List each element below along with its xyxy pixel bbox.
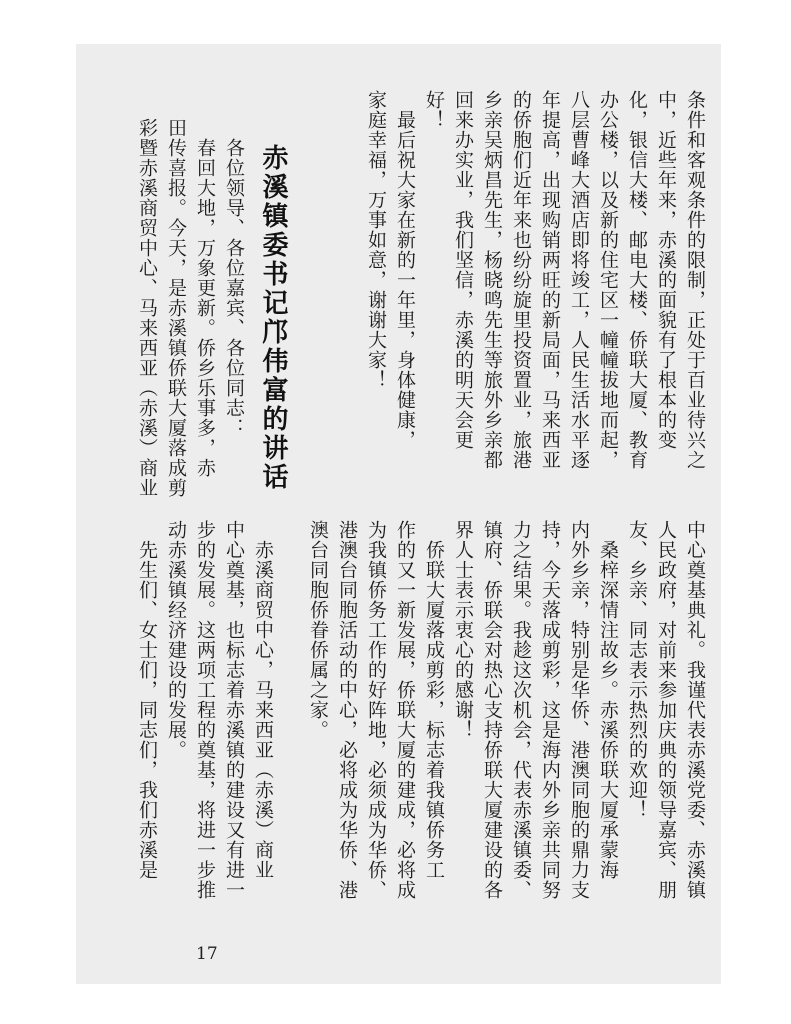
text-line: 力之结果。我趁这次机会，代表赤溪镇委、 bbox=[510, 520, 532, 900]
text-line: 条件和客观条件的限制，正处于百业待兴之 bbox=[684, 90, 706, 470]
text-line: 彩暨赤溪商贸中心、马来西亚（赤溪）商业 bbox=[136, 118, 158, 498]
page-number: 17 bbox=[196, 944, 218, 964]
upper-right-text-block bbox=[361, 90, 709, 508]
text-line: 最后祝大家在新的一年里，身体健康， bbox=[394, 90, 416, 450]
text-line: 澳台同胞侨眷侨属之家。 bbox=[307, 520, 329, 740]
text-line: 内外乡亲，特别是华侨、港澳同胞的鼎力支 bbox=[568, 520, 590, 900]
text-line: 好！ bbox=[423, 90, 445, 130]
lower-left-text-block bbox=[132, 520, 277, 934]
text-line: 中，近些年来，赤溪的面貌有了根本的变 bbox=[655, 90, 677, 450]
text-line: 中心奠基典礼。我谨代表赤溪党委、赤溪镇 bbox=[684, 520, 706, 900]
text-line: 赤溪商贸中心，马来西亚（赤溪）商业 bbox=[252, 520, 274, 880]
text-line: 持，今天落成剪彩，这是海内外乡亲共同努 bbox=[539, 520, 561, 900]
text-line: 办公楼，以及新的住宅区一幢幢拔地而起， bbox=[597, 90, 619, 470]
text-line: 各位领导、各位嘉宾、各位同志： bbox=[223, 118, 245, 438]
text-line: 回来办实业，我们坚信，赤溪的明天会更 bbox=[452, 90, 474, 450]
text-line: 春回大地，万象更新。侨乡乐事多，赤 bbox=[194, 118, 216, 478]
text-line: 年提高，出现购销两旺的新局面，马来西亚 bbox=[539, 90, 561, 470]
text-line: 中心奠基，也标志着赤溪镇的建设又有进一 bbox=[223, 520, 245, 900]
text-line: 步的发展。这两项工程的奠基，将进一步推 bbox=[194, 520, 216, 900]
text-line: 先生们、女士们，同志们，我们赤溪是 bbox=[136, 520, 158, 880]
text-line: 为我镇侨务工作的好阵地，必须成为华侨、 bbox=[365, 520, 387, 900]
text-line: 桑梓深情注故乡。赤溪侨联大厦承蒙海 bbox=[597, 520, 619, 880]
text-line: 的侨胞们近年来也纷纷旋里投资置业，旅港 bbox=[510, 90, 532, 470]
text-line: 港澳台同胞活动的中心，必将成为华侨、港 bbox=[336, 520, 358, 900]
speech-heading: 赤溪镇委书记邝伟富的讲话 bbox=[258, 144, 288, 492]
text-line: 作的又一新发展，侨联大厦的建成，必将成 bbox=[394, 520, 416, 900]
text-line: 乡亲吴炳昌先生，杨晓鸣先生等旅外乡亲都 bbox=[481, 90, 503, 470]
text-line: 动赤溪镇经济建设的发展。 bbox=[165, 520, 187, 760]
text-line: 家庭幸福，万事如意，谢谢大家！ bbox=[365, 90, 387, 390]
text-line: 田传喜报。今天，是赤溪镇侨联大厦落成剪 bbox=[165, 118, 187, 498]
text-line: 人民政府，对前来参加庆典的领导嘉宾、朋 bbox=[655, 520, 677, 900]
lower-right-text-block bbox=[303, 520, 709, 934]
text-line: 镇府、侨联会对热心支持侨联大厦建设的各 bbox=[481, 520, 503, 900]
document-page bbox=[76, 44, 721, 984]
text-line: 友、乡亲、同志表示热烈的欢迎！ bbox=[626, 520, 648, 820]
text-line: 侨联大厦落成剪彩，标志着我镇侨务工 bbox=[423, 520, 445, 880]
text-line: 化，银信大楼、邮电大楼、侨联大厦、教育 bbox=[626, 90, 648, 470]
text-line: 八层曹峰大酒店即将竣工，人民生活水平逐 bbox=[568, 90, 590, 470]
text-line: 界人士表示衷心的感谢！ bbox=[452, 520, 474, 740]
upper-left-text-block bbox=[132, 118, 248, 528]
